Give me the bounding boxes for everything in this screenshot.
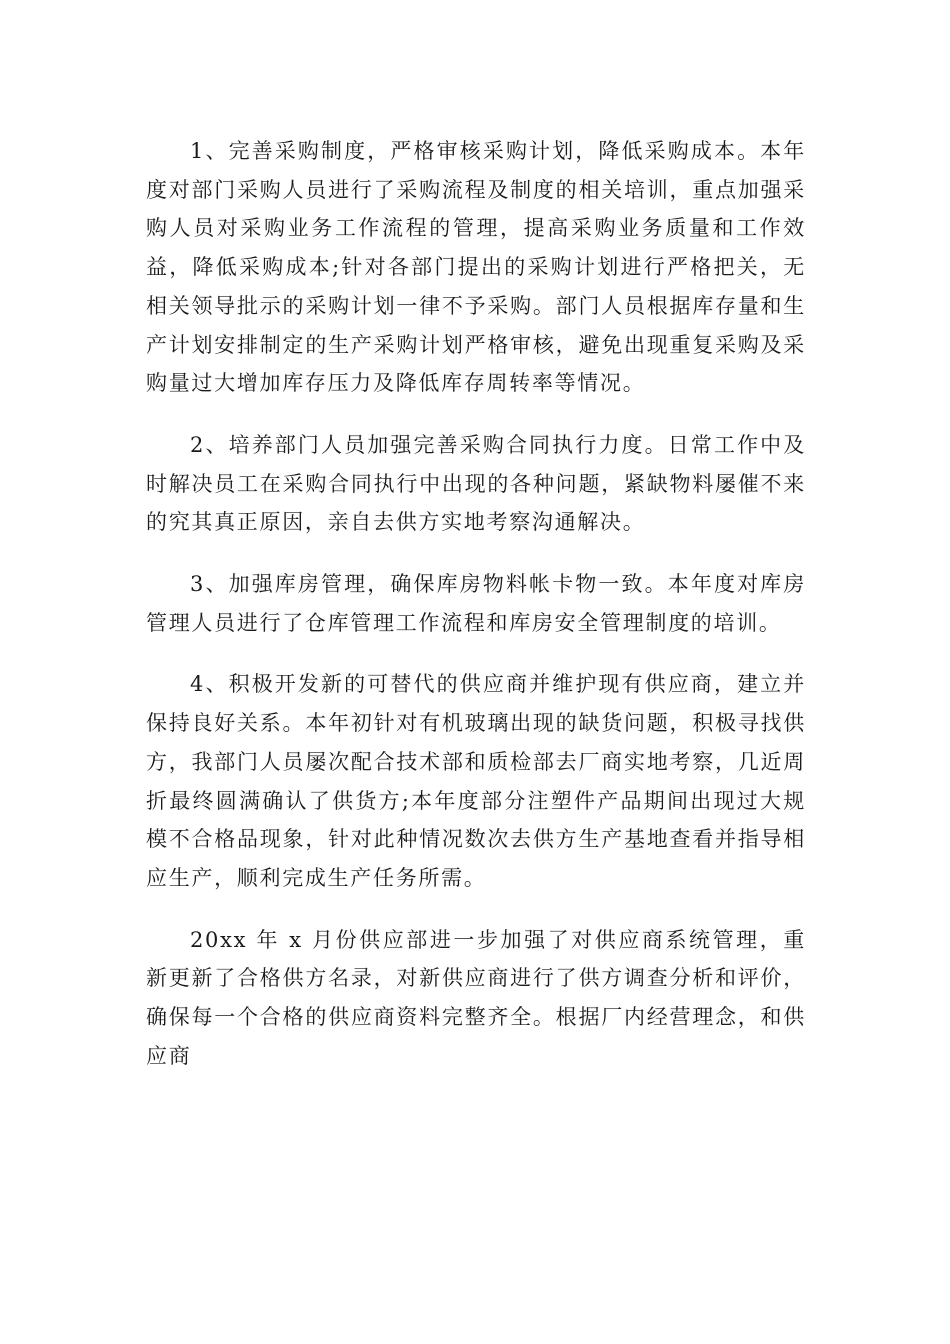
paragraph-supplier-system: 20xx 年 x 月份供应部进一步加强了对供应商系统管理，重新更新了合格供方名录，对新供应商进行了供方调查分析和评价，确保每一个合格的供应商资料完整齐全。根据厂内经营理念，和供应商 [146,927,806,1068]
document-body [146,132,806,1098]
paragraph-contract-execution: 2、培养部门人员加强完善采购合同执行力度。日常工作中及时解决员工在采购合同执行中出现的各种问题，紧缺物料屡催不来的究其真正原因，亲自去供方实地考察沟通解决。 [146,432,806,535]
paragraph-supplier-development: 4、积极开发新的可替代的供应商并维护现有供应商，建立并保持良好关系。本年初针对有机玻璃出现的缺货问题，积极寻找供方，我部门人员屡次配合技术部和质检部去厂商实地考察，几近周折最终圆满确认了供货方;本年度部分注塑件产品期间出现过大规模不合格品现象，针对此种情况数次去供方生产基地查看并指导相应生产，顺利完成生产任务所需。 [146,672,806,890]
paragraph-procurement-system: 1、完善采购制度，严格审核采购计划，降低采购成本。本年度对部门采购人员进行了采购流程及制度的相关培训，重点加强采购人员对采购业务工作流程的管理，提高采购业务质量和工作效益，降低采购成本;针对各部门提出的采购计划进行严格把关，无相关领导批示的采购计划一律不予采购。部门人员根据库存量和生产计划安排制定的生产采购计划严格审核，避免出现重复采购及采购量过大增加库存压力及降低库存周转率等情况。 [146,139,806,396]
paragraph-warehouse-management: 3、加强库房管理，确保库房物料帐卡物一致。本年度对库房管理人员进行了仓库管理工作流程和库房安全管理制度的培训。 [146,572,806,635]
